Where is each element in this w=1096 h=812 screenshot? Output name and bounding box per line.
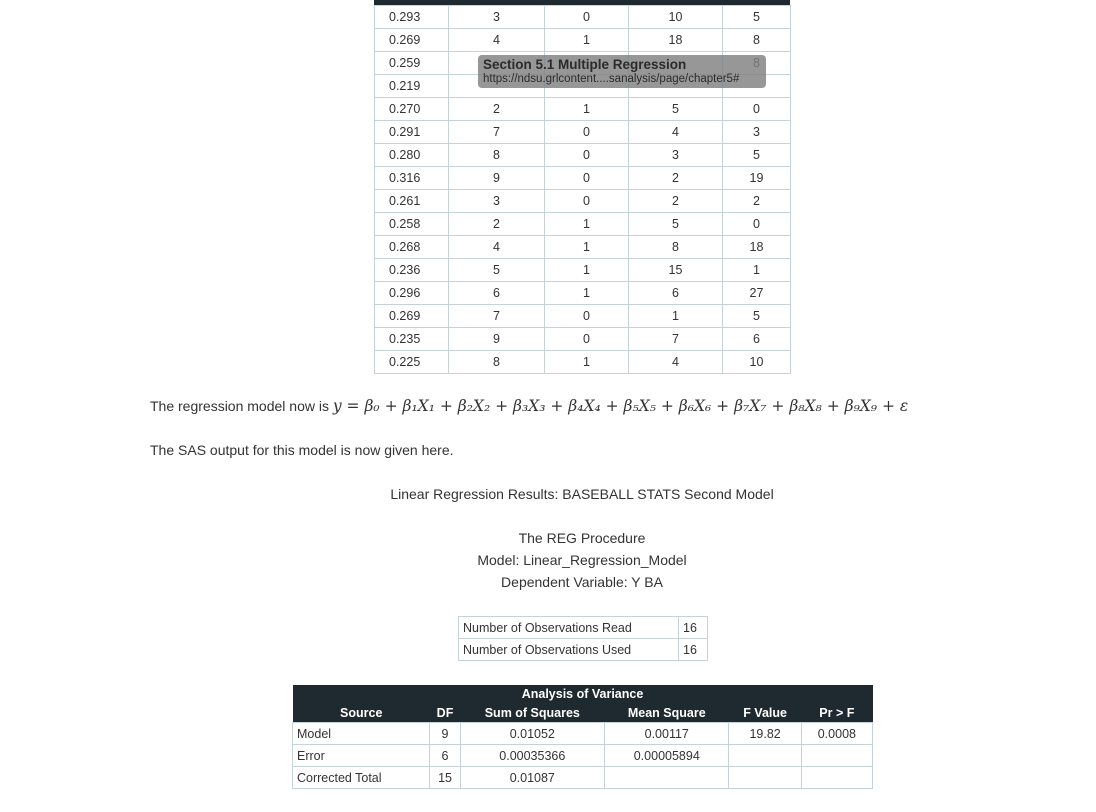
table-cell: 1 [545,351,629,374]
anova-source-cell: Corrected Total [293,767,430,789]
table-cell: 3 [723,121,791,144]
dependent-variable-title: Dependent Variable: Y BA [501,574,663,590]
table-row [375,190,791,213]
tooltip-title: Section 5.1 Multiple Regression [483,57,687,72]
table-cell: 0.269 [375,29,449,52]
table-cell: 1 [545,236,629,259]
table-cell: 0.296 [375,282,449,305]
table-cell: 27 [723,282,791,305]
table-cell: 8 [449,144,545,167]
table-cell: 8 [449,351,545,374]
table-cell: 0.261 [375,190,449,213]
anova-cell: 0.0008 [801,723,872,745]
table-cell: 1 [545,282,629,305]
table-cell: 9 [449,167,545,190]
table-cell: 4 [629,121,723,144]
table-cell: 7 [449,121,545,144]
table-row [375,259,791,282]
anova-cell: 0.00035366 [460,745,604,767]
table-cell: 5 [629,213,723,236]
table-row [459,639,708,661]
anova-header-source: Source [293,703,430,723]
table-cell: 2 [723,190,791,213]
regression-model-paragraph [150,397,908,415]
table-row [375,167,791,190]
obs-label: Number of Observations Read [459,617,679,639]
table-cell: 0.280 [375,144,449,167]
anova-source-cell: Model [293,723,430,745]
table-cell: 1 [545,259,629,282]
table-cell: 0.219 [375,75,449,98]
table-cell: 2 [629,190,723,213]
anova-cell: 0.00117 [605,723,729,745]
table-row [293,745,873,767]
anova-cell [729,767,801,789]
anova-cell [801,767,872,789]
model-title: Model: Linear_Regression_Model [477,552,687,568]
table-cell: 8 [723,29,791,52]
table-row [375,236,791,259]
anova-cell: 19.82 [729,723,801,745]
anova-cell: 0.00005894 [605,745,729,767]
table-cell: 0 [545,190,629,213]
table-row [375,121,791,144]
results-title: Linear Regression Results: BASEBALL STATS Second Model [390,486,774,502]
table-cell: 3 [449,190,545,213]
table-cell: 0.259 [375,52,449,75]
anova-cell: 0.01052 [460,723,604,745]
table-cell: 0.258 [375,213,449,236]
table-cell: 5 [723,144,791,167]
table-cell: 7 [449,305,545,328]
anova-header-ss: Sum of Squares [460,703,604,723]
table-cell: 9 [449,328,545,351]
table-cell: 18 [629,29,723,52]
anova-cell: 0.01087 [460,767,604,789]
tooltip-url: https://ndsu.grlcontent....sanalysis/page/chapter5# [483,73,740,85]
table-row [375,6,791,29]
table-cell: 0.268 [375,236,449,259]
table-cell: 1 [545,98,629,121]
table-cell: 6 [629,282,723,305]
table-row [293,767,873,789]
table-cell: 6 [723,328,791,351]
table-row [459,617,708,639]
table-cell: 5 [629,98,723,121]
table-cell: 0.269 [375,305,449,328]
table-row [375,98,791,121]
anova-source-cell: Error [293,745,430,767]
regression-formula: y = β₀ + β₁X₁ + β₂X₂ + β₃X₃ + β₄X₄ + β₅X₅ + β₆X₆ + β₇X₇ + β₈X₈ + β₉X₉ + ε [332,397,909,415]
table-cell: 0 [545,144,629,167]
table-cell: 0 [545,121,629,144]
table-cell: 0.316 [375,167,449,190]
table-cell: 0.236 [375,259,449,282]
link-tooltip [478,55,766,88]
table-cell: 10 [723,351,791,374]
table-row [375,328,791,351]
table-cell: 0 [723,213,791,236]
table-cell: 1 [723,259,791,282]
table-cell: 6 [449,282,545,305]
table-cell: 1 [545,29,629,52]
table-cell: 0.291 [375,121,449,144]
observations-table [458,616,708,661]
table-cell: 0 [545,305,629,328]
table-row [375,282,791,305]
anova-header-df: DF [430,703,460,723]
anova-header-fvalue: F Value [729,703,801,723]
table-cell: 8 [629,236,723,259]
table-cell: 2 [449,213,545,236]
table-cell: 18 [723,236,791,259]
table-cell: 4 [449,236,545,259]
obs-value: 16 [679,639,708,661]
table-cell: 19 [723,167,791,190]
anova-cell: 6 [430,745,460,767]
table-cell: 5 [723,305,791,328]
table-cell: 5 [449,259,545,282]
table-cell: 0.270 [375,98,449,121]
anova-header-pvalue: Pr > F [801,703,872,723]
table-cell: 4 [629,351,723,374]
table-row [375,305,791,328]
table-cell: 0 [545,6,629,29]
table-cell: 1 [629,305,723,328]
table-cell: 0 [545,167,629,190]
anova-cell [729,745,801,767]
table-cell: 4 [449,29,545,52]
anova-cell [801,745,872,767]
anova-cell: 9 [430,723,460,745]
table-cell: 0.225 [375,351,449,374]
table-cell: 0.293 [375,6,449,29]
table-cell: 7 [629,328,723,351]
obs-value: 16 [679,617,708,639]
table-cell: 5 [723,6,791,29]
table-row [375,351,791,374]
anova-cell: 15 [430,767,460,789]
table-row [375,213,791,236]
table-cell: 2 [449,98,545,121]
obs-label: Number of Observations Used [459,639,679,661]
table-cell: 10 [629,6,723,29]
anova-header-ms: Mean Square [605,703,729,723]
sas-intro-paragraph: The SAS output for this model is now given here. [150,442,454,458]
table-cell: 2 [629,167,723,190]
table-cell: 3 [629,144,723,167]
table-cell: 3 [449,6,545,29]
table-row [375,29,791,52]
anova-table [292,685,873,789]
table-cell: 0 [723,98,791,121]
table-cell: 0 [545,328,629,351]
table-row [375,144,791,167]
anova-cell [605,767,729,789]
table-cell: 0.235 [375,328,449,351]
anova-caption: Analysis of Variance [293,685,873,703]
procedure-title: The REG Procedure [518,530,646,546]
table-row [293,723,873,745]
table-cell: 1 [545,213,629,236]
table-cell: 15 [629,259,723,282]
regression-intro-text: The regression model now is [150,398,329,414]
